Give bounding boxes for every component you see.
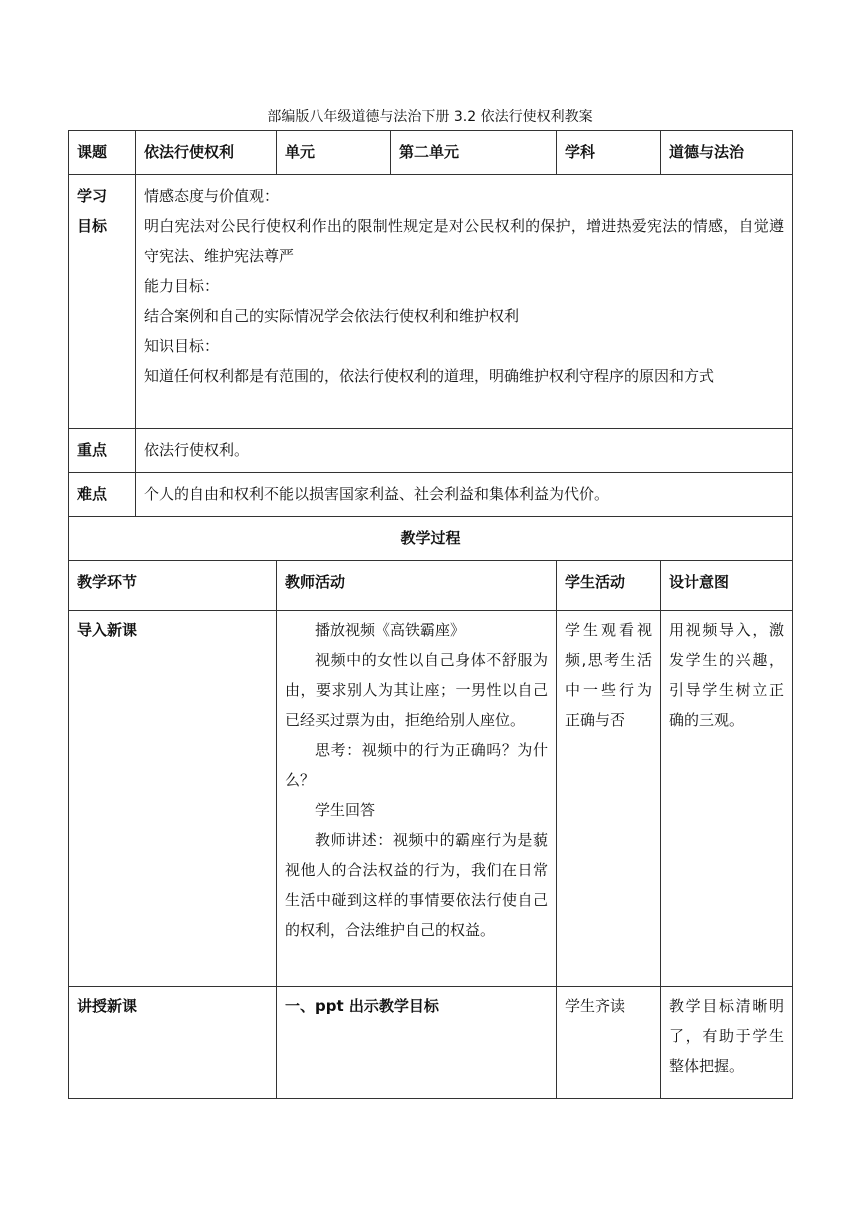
unit-value: 第二单元 [391, 131, 557, 175]
student-cell: 学生观看视频,思考生活中一些行为正确与否 [557, 611, 661, 987]
teacher-cell [277, 611, 557, 987]
goals-line: 能力目标： [144, 277, 220, 295]
stage-cell: 导入新课 [69, 611, 277, 987]
goals-line: 知道任何权利都是有范围的，依法行使权利的道理，明确维护权利守程序的原因和方式 [144, 367, 715, 385]
difficulty-row [69, 473, 793, 517]
goals-line: 知识目标： [144, 337, 220, 355]
goals-line: 结合案例和自己的实际情况学会依法行使权利和维护权利 [144, 307, 520, 325]
teacher-paragraph: 思考：视频中的行为正确吗？为什么？ [285, 741, 548, 789]
document-title: 部编版八年级道德与法治下册 3.2 依法行使权利教案 [267, 109, 593, 125]
key-point-value: 依法行使权利。 [136, 429, 793, 473]
goals-content [136, 175, 793, 429]
course-value: 依法行使权利 [136, 131, 277, 175]
teacher-header: 教师活动 [277, 561, 557, 611]
teacher-paragraph: 视频中的女性以自己身体不舒服为由，要求别人为其让座；一男性以自己已经买过票为由，拒绝给别人座位。 [285, 651, 548, 729]
unit-label: 单元 [277, 131, 391, 175]
intent-header: 设计意图 [661, 561, 793, 611]
table-row [69, 987, 793, 1099]
key-point-row [69, 429, 793, 473]
process-title: 教学过程 [69, 517, 793, 561]
header-row [69, 131, 793, 175]
goals-label-line1: 学习 [77, 187, 108, 205]
teacher-paragraph: 教师讲述：视频中的霸座行为是藐视他人的合法权益的行为，我们在日常生活中碰到这样的事情要依法行使自己的权利，合法维护自己的权益。 [285, 831, 548, 939]
difficulty-label: 难点 [69, 473, 136, 517]
difficulty-value: 个人的自由和权利不能以损害国家利益、社会利益和集体利益为代价。 [136, 473, 793, 517]
subject-label: 学科 [557, 131, 661, 175]
teacher-paragraph: 播放视频《高铁霸座》 [315, 621, 466, 639]
process-title-row [69, 517, 793, 561]
course-label: 课题 [69, 131, 136, 175]
subject-value: 道德与法治 [661, 131, 793, 175]
goals-line: 情感态度与价值观： [144, 187, 280, 205]
goals-line: 明白宪法对公民行使权利作出的限制性规定是对公民权利的保护，增进热爱宪法的情感，自觉遵守宪法、维护宪法尊严 [144, 217, 784, 265]
table-row [69, 611, 793, 987]
goals-label [69, 175, 136, 429]
key-point-label: 重点 [69, 429, 136, 473]
student-cell: 学生齐读 [557, 987, 661, 1099]
intent-cell: 教学目标清晰明了，有助于学生整体把握。 [661, 987, 793, 1099]
goals-row [69, 175, 793, 429]
stage-header: 教学环节 [69, 561, 277, 611]
process-header-row [69, 561, 793, 611]
intent-cell: 用视频导入，激发学生的兴趣，引导学生树立正确的三观。 [661, 611, 793, 987]
lesson-plan-table [68, 130, 793, 1099]
stage-cell: 讲授新课 [69, 987, 277, 1099]
student-header: 学生活动 [557, 561, 661, 611]
teacher-cell: 一、ppt 出示教学目标 [277, 987, 557, 1099]
goals-label-line2: 目标 [77, 217, 108, 235]
teacher-paragraph: 学生回答 [315, 801, 376, 819]
